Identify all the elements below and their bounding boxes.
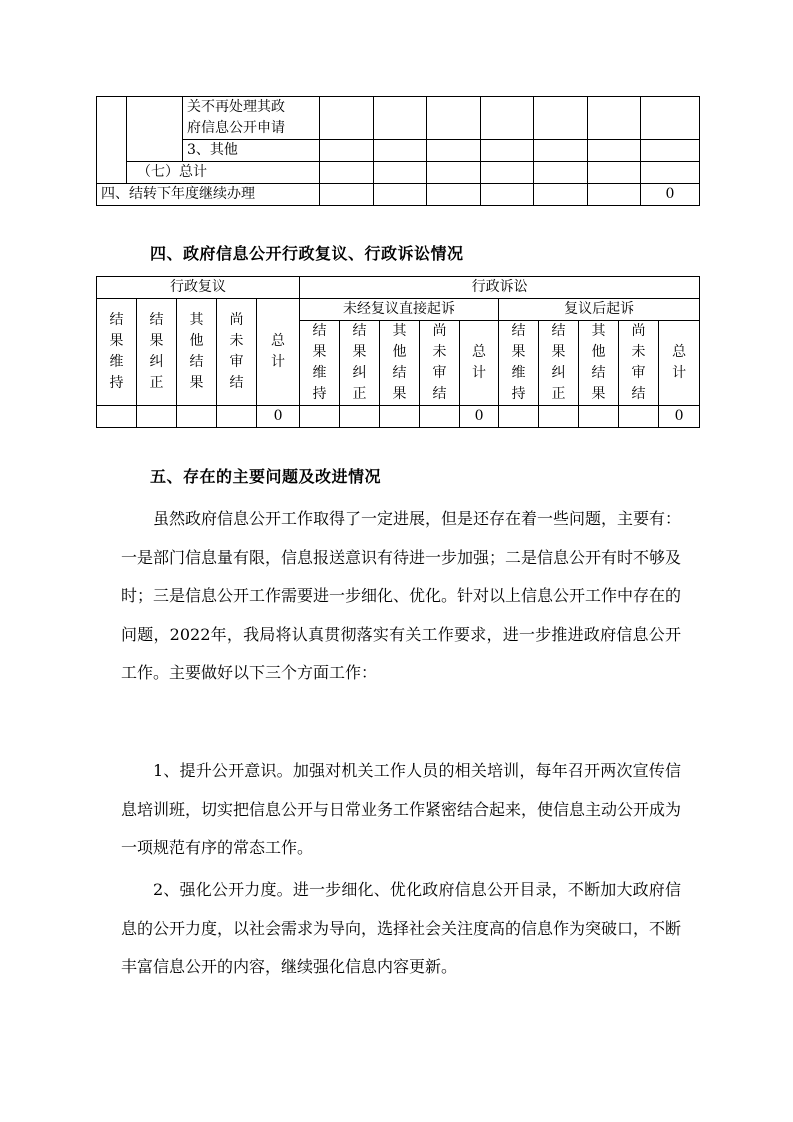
table-row [97, 184, 700, 206]
col-header: 结果纠正 [137, 299, 177, 406]
header-admin-review: 行政复议 [97, 277, 300, 299]
col-header: 其他结果 [579, 321, 619, 406]
col-header: 结果维持 [97, 299, 137, 406]
row-label: 四、结转下年度继续办理 [97, 184, 320, 206]
header-after-review: 复议后起诉 [499, 299, 700, 321]
table-header-row [97, 277, 700, 299]
col-header: 总计 [460, 321, 499, 406]
table-row [97, 162, 700, 184]
row-label: 3、其他 [183, 140, 320, 162]
cell-value: 0 [257, 406, 300, 428]
col-header: 尚未审结 [619, 321, 659, 406]
col-header: 结果维持 [300, 321, 340, 406]
table-row [97, 140, 700, 162]
col-header: 结果纠正 [340, 321, 380, 406]
col-header: 总计 [257, 299, 300, 406]
section-4-title: 四、政府信息公开行政复议、行政诉讼情况 [150, 244, 464, 263]
header-direct-litigation: 未经复议直接起诉 [300, 299, 499, 321]
col-header: 其他结果 [177, 299, 217, 406]
table-header-row [97, 299, 700, 321]
table-row [97, 406, 700, 428]
cell-value: 0 [659, 406, 700, 428]
col-header: 尚未审结 [420, 321, 460, 406]
cell-value: 0 [641, 184, 700, 206]
row-label: 关不再处理其政 府信息公开申请 [183, 97, 320, 140]
col-header: 结果纠正 [539, 321, 579, 406]
table-row [97, 97, 700, 140]
header-admin-litigation: 行政诉讼 [300, 277, 700, 299]
col-header: 结果维持 [499, 321, 539, 406]
table-review-litigation [96, 276, 700, 428]
paragraph-improvement-1: 1、提升公开意识。加强对机关工作人员的相关培训，每年召开两次宣传信息培训班，切实把信息公开与日常业务工作紧密结合起来，使信息主动公开成为一项规范有序的常态工作。 [121, 761, 682, 857]
row-label: （七）总计 [127, 162, 320, 184]
paragraph-problems: 虽然政府信息公开工作取得了一定进展，但是还存在着一些问题，主要有：一是部门信息量有限，信息报送意识有待进一步加强；二是信息公开有时不够及时；三是信息公开工作需要进一步细化、优化。针对以上信息公开工作中存在的问题，2022年，我局将认真贯彻落实有关工作要求，进一步推进政府信息公开工作。主要做好以下三个方面工作： [121, 509, 682, 682]
col-header: 其他结果 [380, 321, 420, 406]
section-5-title: 五、存在的主要问题及改进情况 [150, 467, 382, 486]
table-info-requests-continued [96, 96, 700, 206]
col-header: 总计 [659, 321, 700, 406]
cell-value: 0 [460, 406, 499, 428]
paragraph-improvement-2: 2、强化公开力度。进一步细化、优化政府信息公开目录，不断加大政府信息的公开力度，以社会需求为导向，选择社会关注度高的信息作为突破口，不断丰富信息公开的内容，继续强化信息内容更新。 [121, 880, 682, 976]
col-header: 尚未审结 [217, 299, 257, 406]
